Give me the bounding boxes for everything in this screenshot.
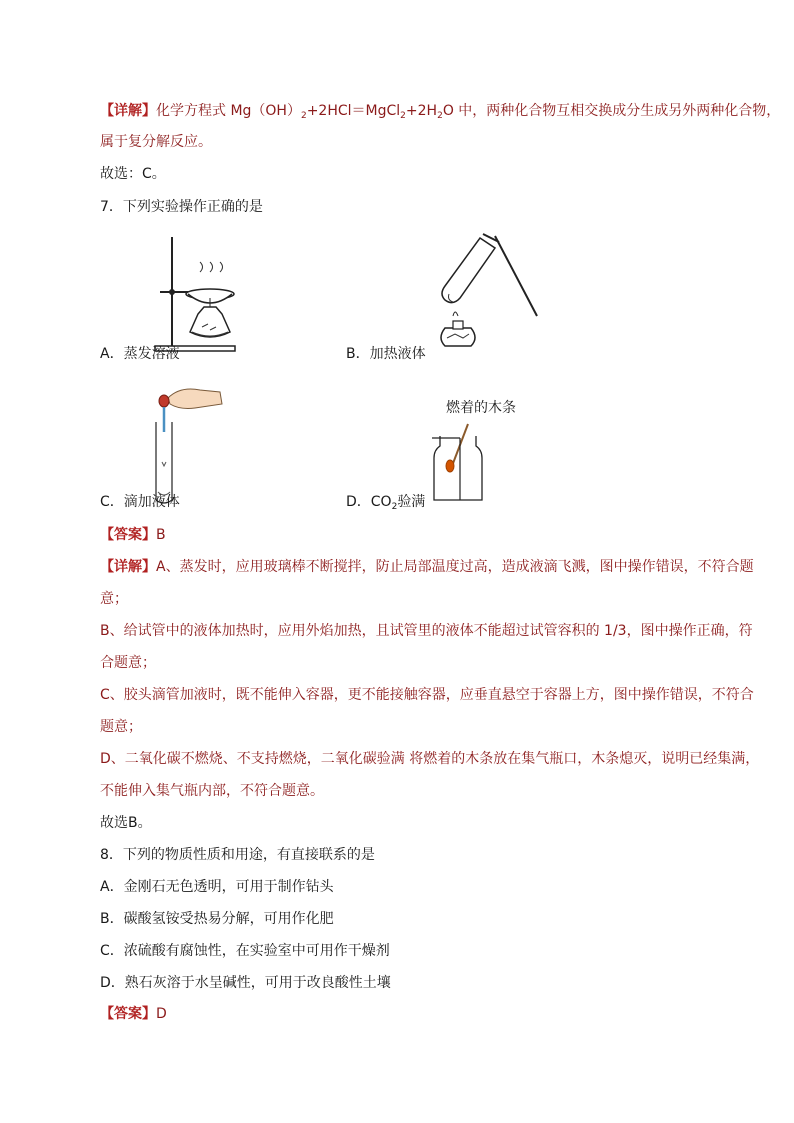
- q8-answer: 【答案】D: [100, 1006, 167, 1022]
- option-c-label: C．滴加液体: [100, 494, 180, 510]
- q6-choose: 故选：C。: [100, 166, 166, 182]
- q7-detail-line-3: B、给试管中的液体加热时，应用外焰加热，且试管里的液体不能超过试管容积的 1/3，图中操作正确，符: [100, 623, 753, 639]
- q7-detail-line-6: 题意；: [100, 719, 142, 735]
- q8-option-b: B．碳酸氢铵受热易分解，可用作化肥: [100, 911, 334, 927]
- q7-answer: 【答案】B: [100, 527, 166, 543]
- q7-detail-line-4: 合题意；: [100, 655, 156, 671]
- option-a-label: A．蒸发溶液: [100, 346, 180, 362]
- q7-detail-line-1: 【详解】A、蒸发时，应用玻璃棒不断搅拌，防止局部温度过高，造成液滴飞溅，图中操作错误，不符合题: [100, 559, 754, 575]
- q8-option-c: C．浓硫酸有腐蚀性，在实验室中可用作干燥剂: [100, 943, 390, 959]
- q6-detail-line-1: 【详解】化学方程式 $Mg(OH)_2+2HCl=MgCl_2+2H_2O$ 中，两种化合物互相交换成分生成另外两种化合物，: [100, 103, 781, 121]
- q7-detail-line-7: D、二氧化碳不燃烧、不支持燃烧，二氧化碳验满 将燃着的木条放在集气瓶口，木条熄灭，说明已经集满，: [100, 751, 760, 767]
- q6-detail-line-2: 属于复分解反应。: [100, 134, 212, 150]
- q8-option-d: D．熟石灰溶于水呈碱性，可用于改良酸性土壤: [100, 975, 391, 991]
- figure-evaporation: [150, 232, 250, 352]
- figure-dropping-liquid: [150, 382, 230, 507]
- q7-choose: 故选B。: [100, 815, 152, 831]
- q7-detail-line-2: 意；: [100, 591, 128, 607]
- q8-option-a: A．金刚石无色透明，可用于制作钻头: [100, 879, 334, 895]
- answer-tag: 【答案】: [100, 527, 156, 543]
- figure-heating-liquid: [425, 228, 545, 358]
- answer-tag: 【答案】: [100, 1006, 156, 1022]
- option-d-label: D．$CO_2$验满: [346, 494, 426, 512]
- detail-tag: 【详解】: [100, 559, 156, 575]
- figure-d-label: 燃着的木条: [446, 400, 516, 416]
- q7-detail-line-8: 不能伸入集气瓶内部，不符合题意。: [100, 783, 324, 799]
- q7-detail-line-5: C、胶头滴管加液时，既不能伸入容器，更不能接触容器，应垂直悬空于容器上方，图中操作错误，不符合: [100, 687, 754, 703]
- q8-stem: 8．下列的物质性质和用途，有直接联系的是: [100, 847, 375, 863]
- detail-tag: 【详解】: [100, 103, 156, 119]
- figure-co2-check: [430, 418, 490, 502]
- option-b-label: B．加热液体: [346, 346, 426, 362]
- q7-stem: 7．下列实验操作正确的是: [100, 199, 263, 215]
